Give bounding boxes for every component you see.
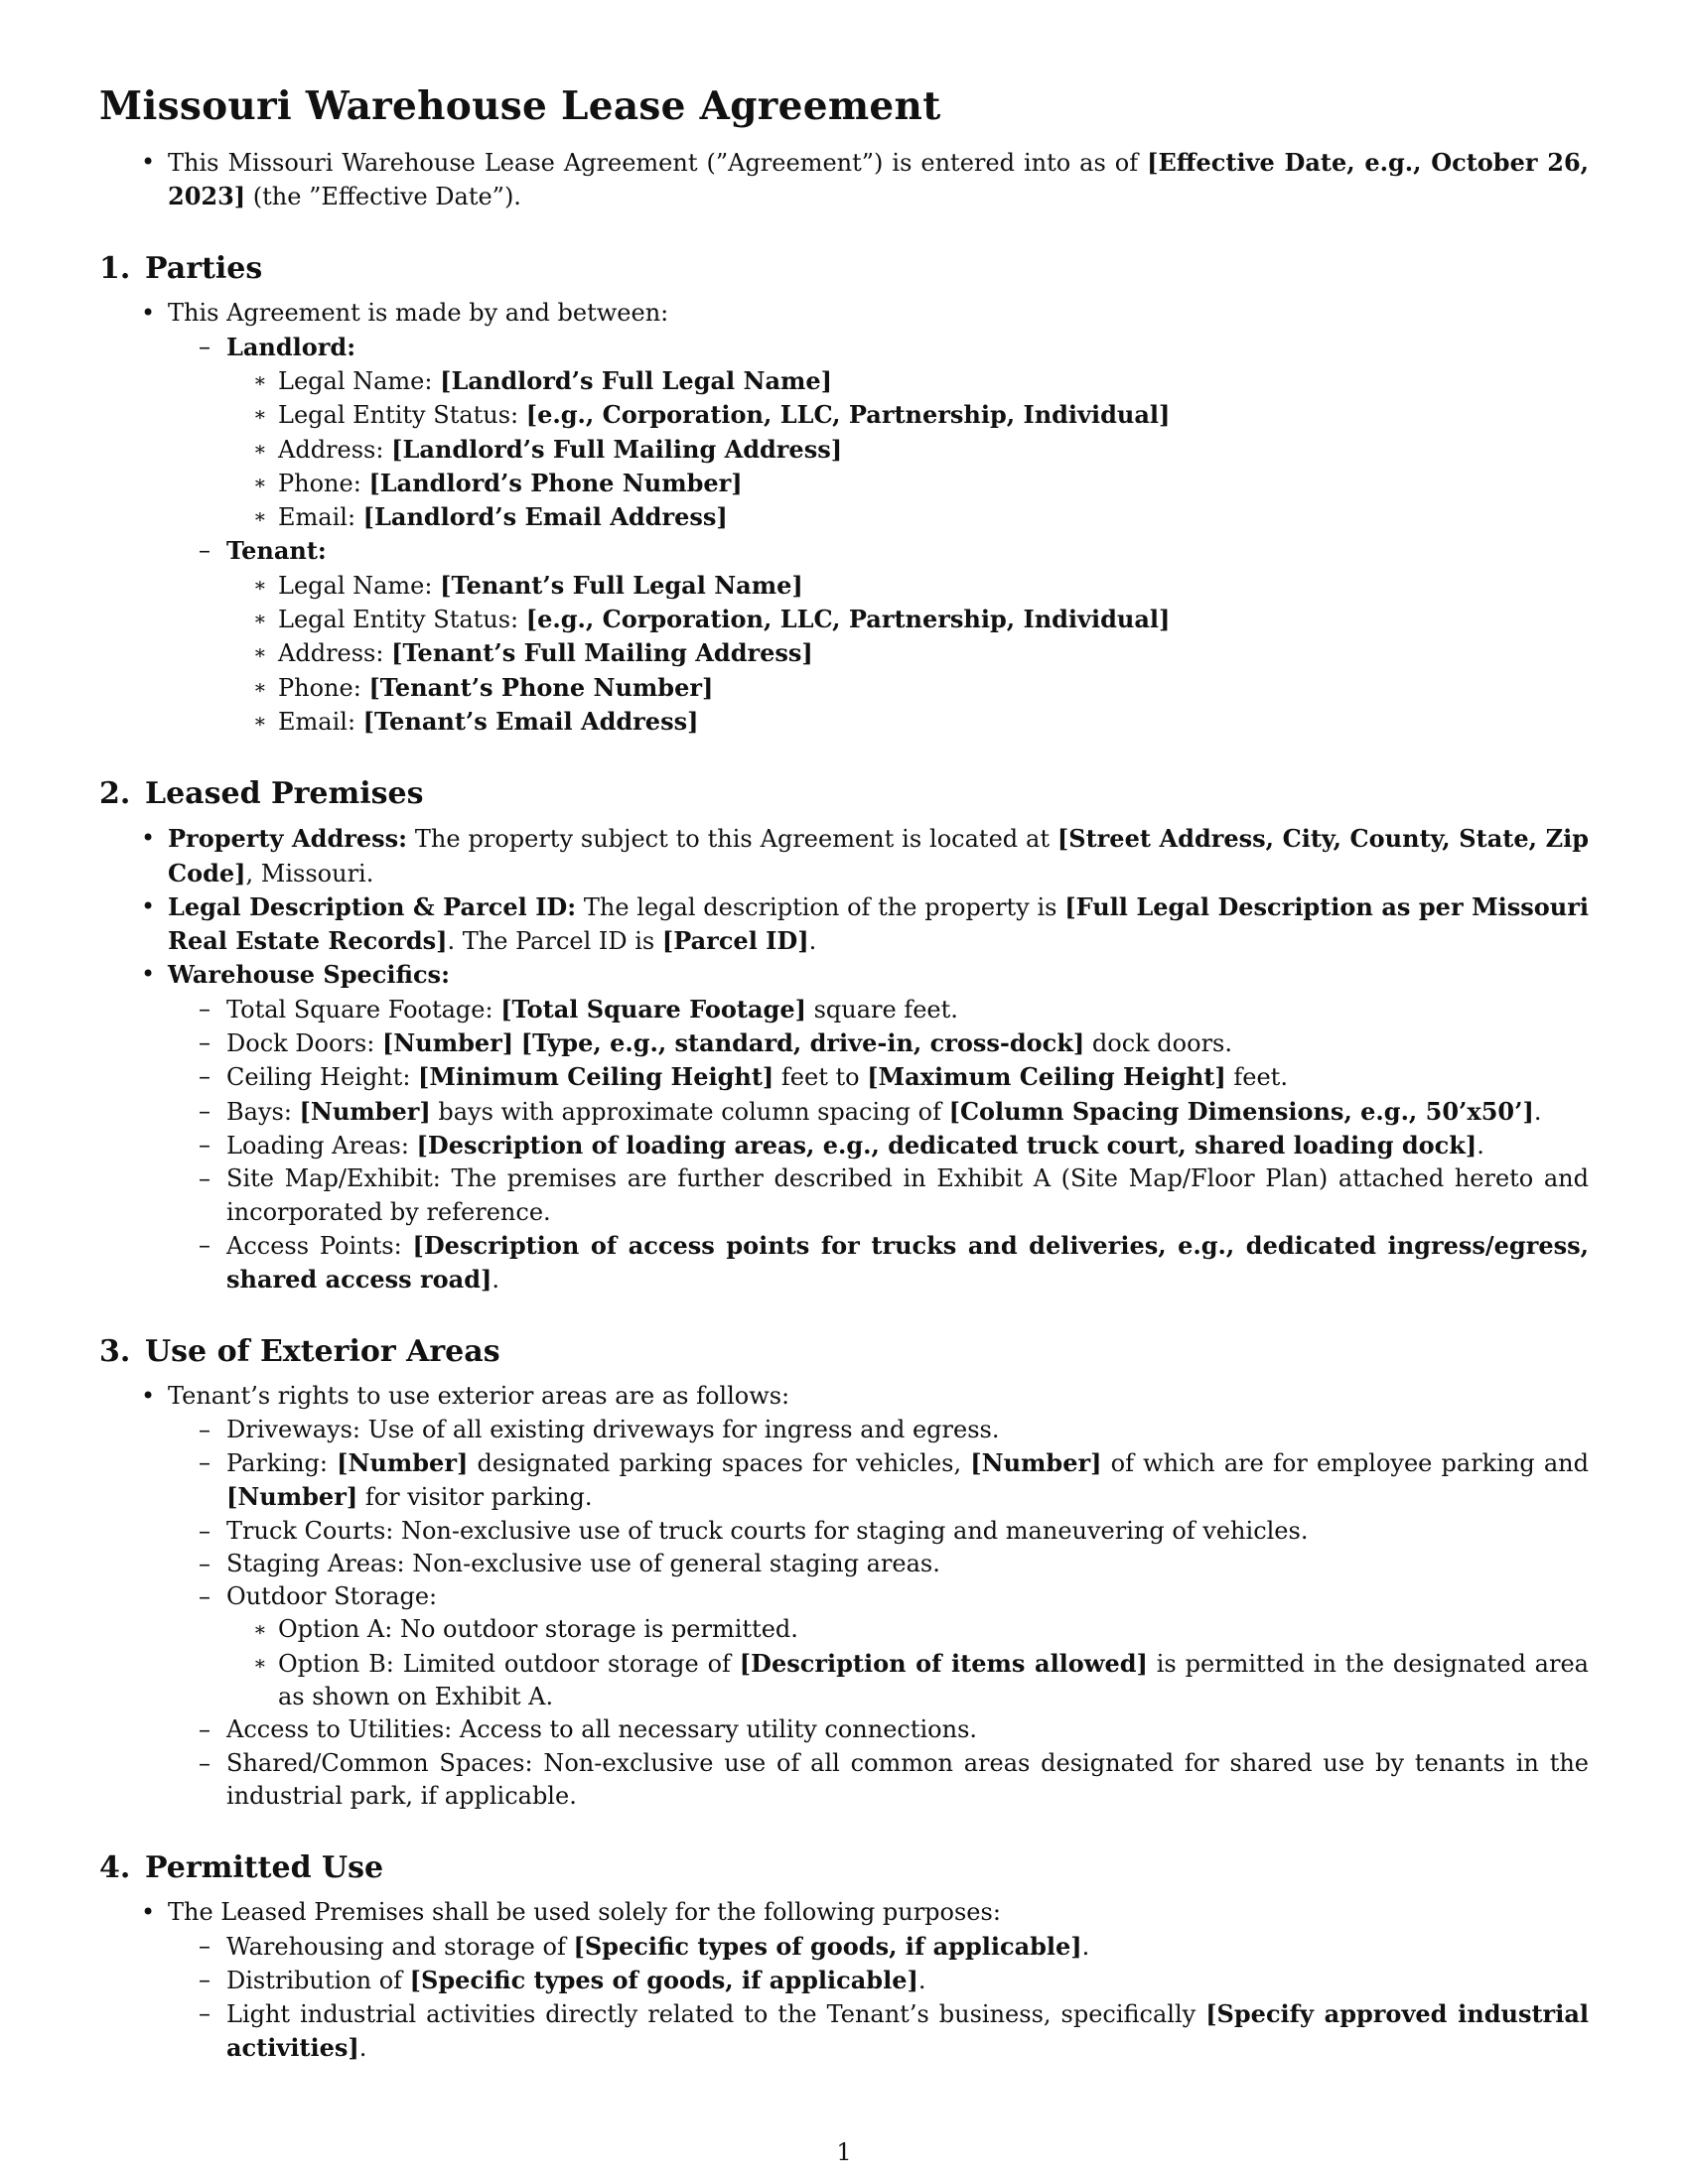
- list-item: ∗ Phone: [Landlord’s Phone Number]: [253, 468, 743, 497]
- list-item: ∗ Email: [Tenant’s Email Address]: [253, 706, 699, 736]
- list-item: • The Leased Premises shall be used solely for the following purposes:: [141, 1898, 1001, 1927]
- intro-item: • This Missouri Warehouse Lease Agreement (”Agreement”) is entered into as of [Effective Date, e.g., October 26, 2023] (the ”Effective Date”).: [141, 147, 1589, 211]
- list-item: ∗ Option A: No outdoor storage is permitted.: [253, 1615, 798, 1644]
- list-item: – Total Square Footage: [Total Square Footage] square feet.: [199, 994, 958, 1024]
- section-4-heading: 4. Permitted Use: [99, 1850, 384, 1886]
- list-item: – Distribution of [Specific types of goods, if applicable].: [199, 1965, 926, 1994]
- list-item: ∗ Phone: [Tenant’s Phone Number]: [253, 672, 714, 702]
- section-1-list: [99, 297, 1589, 739]
- list-item: – Driveways: Use of all existing driveways for ingress and egress.: [199, 1415, 1000, 1443]
- list-item: – Outdoor Storage:: [199, 1582, 438, 1611]
- section-2-list: [99, 822, 1589, 1297]
- intro-list: [99, 146, 1589, 214]
- list-item: ∗ Address: [Tenant’s Full Mailing Address]: [253, 638, 813, 668]
- list-item: ∗ Legal Entity Status: [e.g., Corporation, LLC, Partnership, Individual]: [253, 400, 1171, 430]
- landlord-label: – Landlord:: [199, 332, 356, 361]
- list-item: ∗ Option B: Limited outdoor storage of [Description of items allowed] is permitted in the designated area as shown on Exhibit A.: [253, 1648, 1589, 1711]
- section-3-list: [99, 1380, 1589, 1813]
- list-item: – Truck Courts: Non-exclusive use of truck courts for staging and maneuvering of vehicles.: [199, 1516, 1309, 1545]
- list-item: – Dock Doors: [Number] [Type, e.g., standard, drive-in, cross-dock] dock doors.: [199, 1028, 1232, 1058]
- list-item: • This Agreement is made by and between:: [141, 299, 669, 328]
- list-item: • Warehouse Specifics:: [141, 960, 450, 990]
- list-item: – Warehousing and storage of [Specific types of goods, if applicable].: [199, 1931, 1090, 1961]
- list-item: – Access to Utilities: Access to all necessary utility connections.: [199, 1715, 978, 1744]
- tenant-label: – Tenant:: [199, 536, 327, 566]
- list-item: – Access Points: [Description of access points for trucks and deliveries, e.g., dedicated ingress/egress, shared access road].: [199, 1230, 1589, 1295]
- section-4-list: [99, 1896, 1589, 2065]
- list-item: – Staging Areas: Non-exclusive use of general staging areas.: [199, 1549, 940, 1577]
- list-item: ∗ Legal Name: [Tenant’s Full Legal Name]: [253, 570, 803, 600]
- list-item: • Tenant’s rights to use exterior areas are as follows:: [141, 1382, 790, 1411]
- section-1-heading: 1. Parties: [99, 251, 263, 287]
- list-item: • Property Address: The property subject to this Agreement is located at [Street Address, City, County, State, Zip Code], Missouri.: [141, 824, 1589, 887]
- list-item: – Shared/Common Spaces: Non-exclusive use of all common areas designated for shared use by tenants in the industrial park, if applicable.: [199, 1748, 1589, 1810]
- list-item: – Ceiling Height: [Minimum Ceiling Height] feet to [Maximum Ceiling Height] feet.: [199, 1062, 1288, 1092]
- list-item: – Site Map/Exhibit: The premises are further described in Exhibit A (Site Map/Floor Plan) attached hereto and incorporated by reference.: [199, 1164, 1589, 1226]
- list-item: – Parking: [Number] designated parking spaces for vehicles, [Number] of which are for employee parking and [Number] for visitor parking.: [199, 1448, 1589, 1512]
- list-item: – Bays: [Number] bays with approximate column spacing of [Column Spacing Dimensions, e.g., 50’x50’].: [199, 1096, 1542, 1126]
- document-page: [99, 83, 1589, 2066]
- page-number: 1: [836, 2138, 852, 2166]
- list-item: ∗ Legal Entity Status: [e.g., Corporation, LLC, Partnership, Individual]: [253, 605, 1171, 634]
- document-title: Missouri Warehouse Lease Agreement: [99, 83, 941, 129]
- list-item: – Loading Areas: [Description of loading areas, e.g., dedicated truck court, shared loading dock].: [199, 1130, 1484, 1160]
- section-3-heading: 3. Use of Exterior Areas: [99, 1334, 500, 1370]
- list-item: ∗ Legal Name: [Landlord’s Full Legal Name]: [253, 365, 833, 395]
- list-item: • Legal Description & Parcel ID: The legal description of the property is [Full Legal Description as per Missouri Real Estate Records]. The Parcel ID is [Parcel ID].: [141, 891, 1589, 956]
- list-item: ∗ Email: [Landlord’s Email Address]: [253, 502, 728, 532]
- section-2-heading: 2. Leased Premises: [99, 776, 424, 812]
- list-item: ∗ Address: [Landlord’s Full Mailing Address]: [253, 434, 843, 464]
- list-item: – Light industrial activities directly related to the Tenant’s business, specifically [Specify approved industrial activities].: [199, 1999, 1589, 2063]
